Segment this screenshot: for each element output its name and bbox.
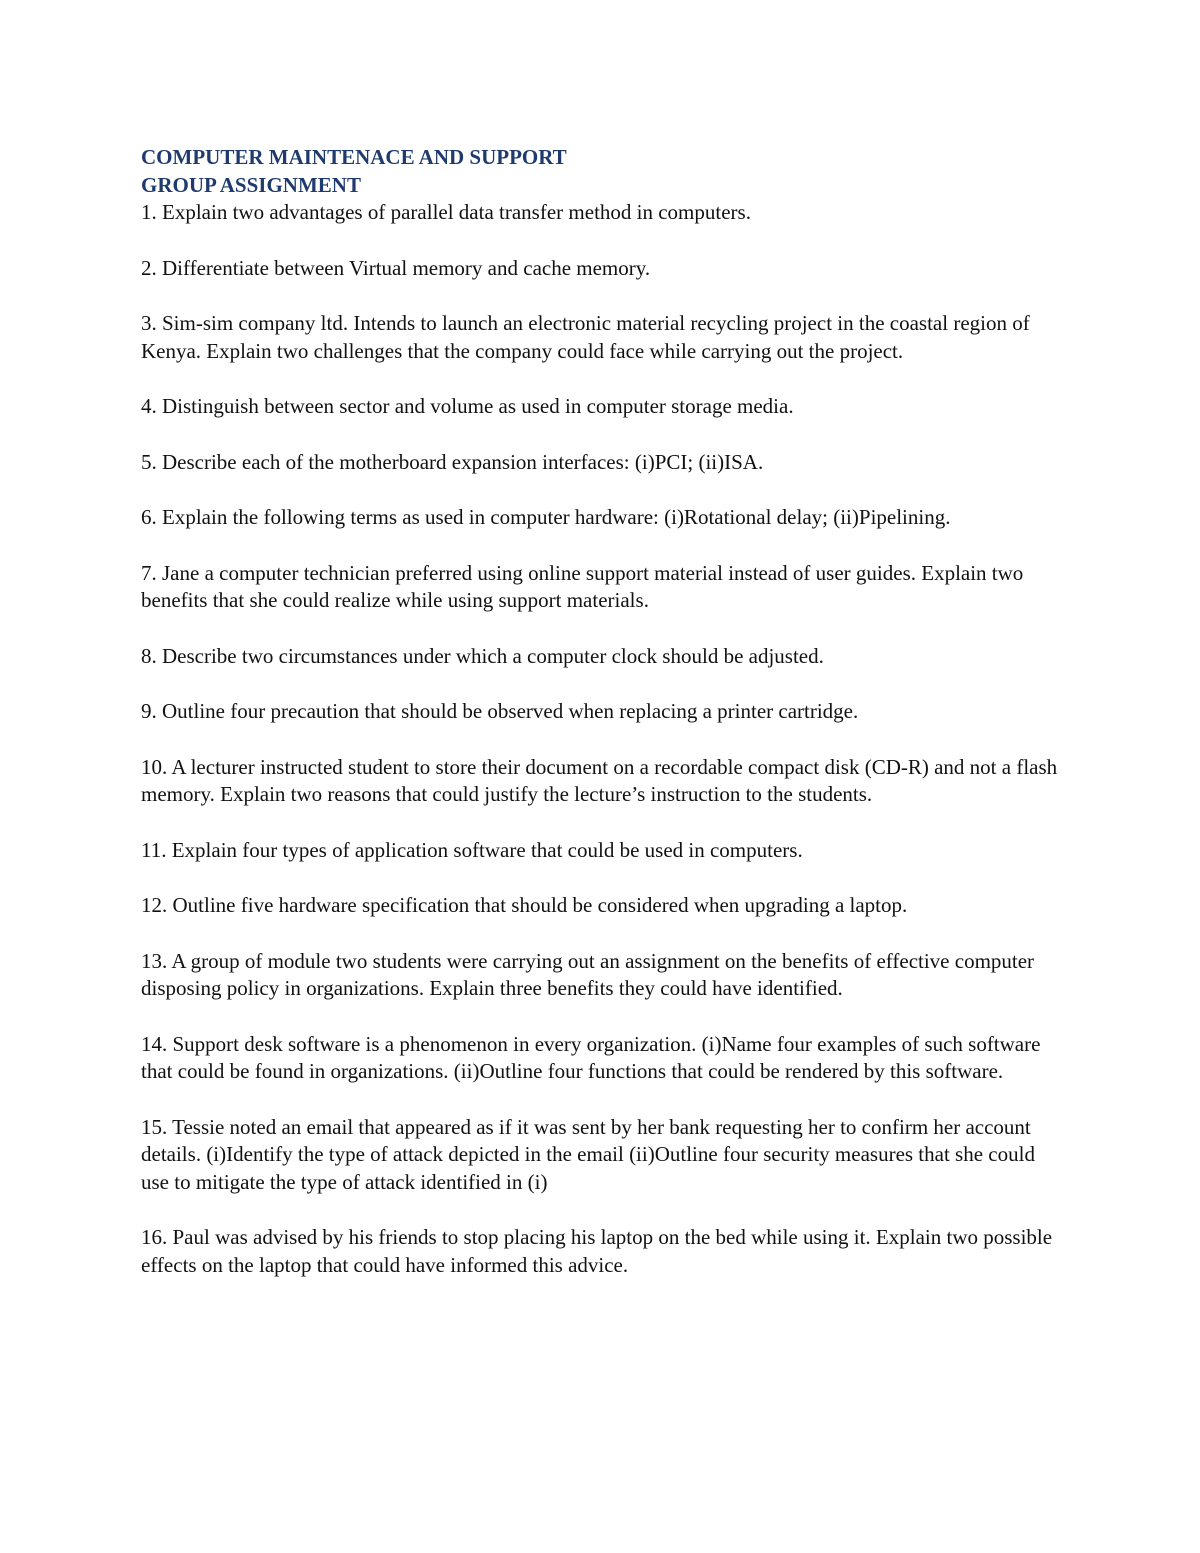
question-3: 3. Sim-sim company ltd. Intends to launch an electronic material recycling project in the coastal region of Kenya. Explain two challenges that the company could face while carrying out the project.: [141, 311, 1030, 363]
question-16: 16. Paul was advised by his friends to stop placing his laptop on the bed while using it. Explain two possible effects on the laptop that could have informed this advice.: [141, 1225, 1053, 1277]
question-14: 14. Support desk software is a phenomenon in every organization. (i)Name four examples of such software that could be found in organizations. (ii)Outline four functions that could be rendered by this software.: [141, 1031, 1041, 1083]
question-1: 1. Explain two advantages of parallel data transfer method in computers.: [141, 200, 751, 224]
question-15: 15. Tessie noted an email that appeared as if it was sent by her bank requesting her to confirm her account details. (i)Identify the type of attack depicted in the email (ii)Outline four security measures that she could use to mitigate the type of attack identified in (i): [141, 1114, 1035, 1194]
question-4: 4. Distinguish between sector and volume as used in computer storage media.: [141, 394, 794, 418]
question-12: 12. Outline five hardware specification that should be considered when upgrading a laptop.: [141, 893, 908, 917]
question-5: 5. Describe each of the motherboard expansion interfaces: (i)PCI; (ii)ISA.: [141, 449, 764, 474]
question-10: 10. A lecturer instructed student to store their document on a recordable compact disk (CD-R) and not a flash memory. Explain two reasons that could justify the lecture’s instruction to the students.: [141, 754, 1058, 806]
question-13: 13. A group of module two students were carrying out an assignment on the benefits of effective computer disposing policy in organizations. Explain three benefits they could have identified.: [141, 948, 1035, 1000]
document-subtitle: GROUP ASSIGNMENT: [141, 173, 361, 197]
question-6: 6. Explain the following terms as used in computer hardware: (i)Rotational delay; (ii)Pipelining.: [141, 505, 951, 529]
question-8: 8. Describe two circumstances under which a computer clock should be adjusted.: [141, 643, 824, 668]
question-7: 7. Jane a computer technician preferred using online support material instead of user guides. Explain two benefits that she could realize while using support materials.: [141, 560, 1024, 612]
document-title: COMPUTER MAINTENACE AND SUPPORT: [141, 145, 567, 169]
document-page: [141, 143, 1061, 1307]
question-2: 2. Differentiate between Virtual memory and cache memory.: [141, 255, 651, 280]
question-11: 11. Explain four types of application software that could be used in computers.: [141, 837, 803, 862]
question-9: 9. Outline four precaution that should be observed when replacing a printer cartridge.: [141, 699, 859, 723]
question-list: [141, 199, 1061, 1279]
